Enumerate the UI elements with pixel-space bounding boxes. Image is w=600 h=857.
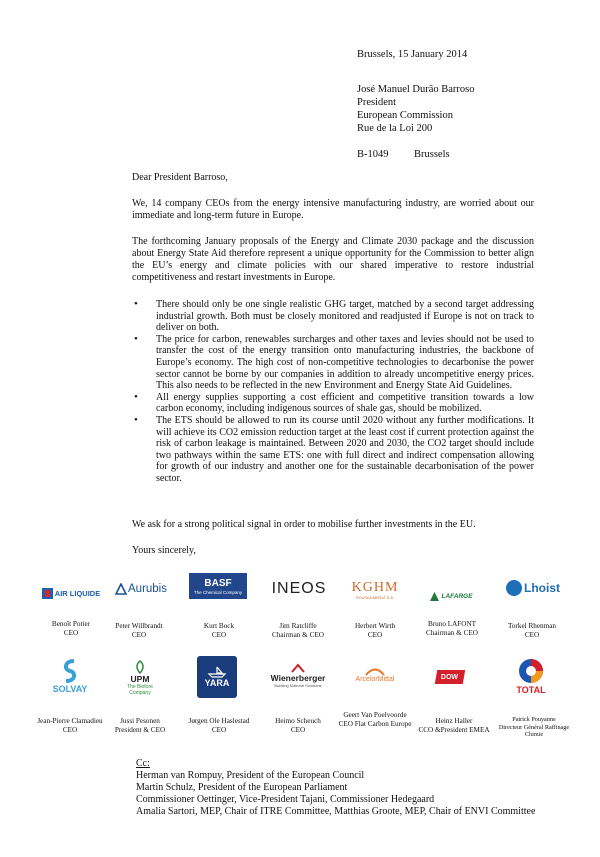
recipient-org: European Commission — [357, 110, 453, 121]
ineos-logo — [264, 578, 334, 600]
signatory: Peter Willbrandt CEO — [115, 622, 163, 639]
lafarge-logo — [427, 585, 475, 607]
upm-tagline: The Biofore Company — [127, 684, 153, 696]
lhoist-icon — [506, 580, 522, 596]
recipient-street: Rue de la Loi 200 — [357, 123, 433, 134]
signatory: Kurt Bock CEO — [203, 622, 235, 639]
wienerberger-wordmark: Wienerberger — [270, 672, 326, 683]
basf-logo — [189, 573, 247, 599]
paragraph-proposals: The forthcoming January proposals of the Energy and Climate 2030 package and the discussion about Energy State Aid therefore represent a unique opportunity for the Commission to better align the EU’s energy and climate policies with our shared imperative to restore industrial competitiveness and restart investments in Europe. — [132, 236, 534, 283]
air-liquide-wordmark: AIR LIQUIDE — [54, 588, 101, 598]
paragraph-intro: We, 14 company CEOs from the energy intensive manufacturing industry, are worried about our immediate and long-term future in Europe. — [132, 198, 534, 221]
basf-wordmark: BASF — [204, 577, 232, 589]
cc-line: Martin Schulz, President of the European Parliament — [136, 782, 348, 793]
signatory: Jean-Pierre Clamadieu CEO — [37, 717, 103, 734]
list-item: • All energy supplies supporting a cost efficient and competitive transition towards a low carbon economy, including indigenous sources of shale gas, should be mobilized. — [132, 392, 534, 415]
yara-logo — [197, 656, 237, 698]
recipient-postcode: B-1049 — [357, 149, 389, 160]
yara-ship-icon — [207, 666, 227, 678]
kghm-logo — [345, 578, 405, 602]
recipient-name: José Manuel Durão Barroso — [357, 84, 475, 95]
signatory: Bruno LAFONT Chairman & CEO — [426, 620, 478, 637]
cc-label: Cc: — [136, 758, 150, 769]
aurubis-logo — [106, 578, 176, 600]
signatory: Jørgen Ole Haslestad CEO — [188, 717, 250, 734]
signatory: Patrick Pouyanne Directeur Général Raffinage Chimie — [498, 716, 570, 739]
wienerberger-logo — [263, 660, 333, 690]
upm-wordmark: UPM — [130, 674, 150, 684]
recipient-city: Brussels — [414, 149, 450, 160]
letter-date: Brussels, 15 January 2014 — [357, 49, 468, 60]
lafarge-wordmark: LAFARGE — [441, 592, 473, 600]
signatory: Benoît Potier CEO — [51, 620, 91, 637]
solvay-logo — [42, 654, 98, 698]
signatory: Heinz Haller CCO &President EMEA — [418, 717, 490, 734]
kghm-wordmark: KGHM — [351, 579, 399, 595]
arcelormittal-wordmark: ArcelorMittal — [355, 675, 395, 683]
lafarge-icon — [429, 591, 440, 602]
aurubis-icon — [115, 583, 127, 595]
basf-tagline: The Chemical Company — [193, 589, 243, 595]
arcelormittal-arc-icon — [364, 666, 386, 676]
yara-wordmark: YARA — [204, 678, 230, 688]
demands-list — [132, 299, 534, 485]
signatory: Jussi Pesonen President & CEO — [114, 717, 166, 734]
cc-line: Herman van Rompuy, President of the European Council — [136, 770, 365, 781]
recipient-title: President — [357, 97, 397, 108]
air-liquide-logo — [40, 578, 102, 608]
signatory: Geert Van Poelvoorde CEO Flat Carbon Europe — [338, 711, 412, 728]
solvay-wordmark: SOLVAY — [52, 684, 88, 694]
signatory: Herbert Wirth CEO — [354, 622, 396, 639]
arcelormittal-logo — [344, 662, 406, 686]
solvay-icon — [60, 658, 80, 684]
paragraph-closing: We ask for a strong political signal in order to mobilise further investments in the EU. — [132, 519, 476, 530]
wienerberger-tagline: Building Material Solutions — [274, 682, 322, 688]
cc-line: Commissioner Oettinger, Vice-President Tajani, Commissioner Hedegaard — [136, 794, 435, 805]
salutation: Dear President Barroso, — [132, 172, 228, 183]
list-item: • The ETS should be allowed to run its course until 2020 without any further modifications. It will achieve its CO2 emission reduction target at the least cost if current protection against the risk of carbon leakage is maintained. Between 2020 and 2030, the CO2 target should include two pathways within the same ETS: one with full direct and indirect compensation allowing for growth of our industry and another one for the sustainable decarbonisation of the power sector. — [132, 415, 534, 485]
lhoist-logo — [501, 576, 565, 600]
total-logo — [510, 652, 552, 700]
ineos-wordmark: INEOS — [271, 580, 327, 597]
signatory: Torkel Rhenman CEO — [508, 622, 556, 639]
cc-line: Amalia Sartori, MEP, Chair of ITRE Committee, Matthias Groote, MEP, Chair of ENVI Committee — [136, 806, 536, 817]
total-wordmark: TOTAL — [516, 685, 546, 695]
dow-logo — [432, 668, 468, 686]
closing-phrase: Yours sincerely, — [132, 545, 196, 556]
upm-logo — [110, 656, 170, 700]
total-sphere-icon — [517, 657, 545, 685]
list-item: • There should only be one single realistic GHG target, matched by a second target addressing industrial growth. Both must be closely monitored and readjusted if Europe is not on track to deliver on both. — [132, 299, 534, 334]
aurubis-wordmark: Aurubis — [128, 583, 167, 595]
lhoist-wordmark: Lhoist — [524, 581, 560, 595]
list-item: • The price for carbon, renewables surcharges and other taxes and levies should not be used to transfer the cost of the energy transition onto manufacturing industries, the backbone of Europe’s economy. The high cost of non-competitive technologies to decarbonise the power sector cannot be borne by our companies in addition to already uncompetitive energy prices. This also needs to be reflected in the new Environment and Energy State Aid Guidelines. — [132, 334, 534, 392]
dow-wordmark: DOW — [441, 673, 459, 681]
kghm-subtitle: POLSKA MIEDŹ S.A. — [355, 594, 394, 600]
signatory: Heimo Scheuch CEO — [275, 717, 321, 734]
upm-icon — [133, 660, 147, 674]
wienerberger-roof-icon — [291, 663, 305, 673]
signatory: Jim Ratcliffe Chairman & CEO — [272, 622, 324, 639]
